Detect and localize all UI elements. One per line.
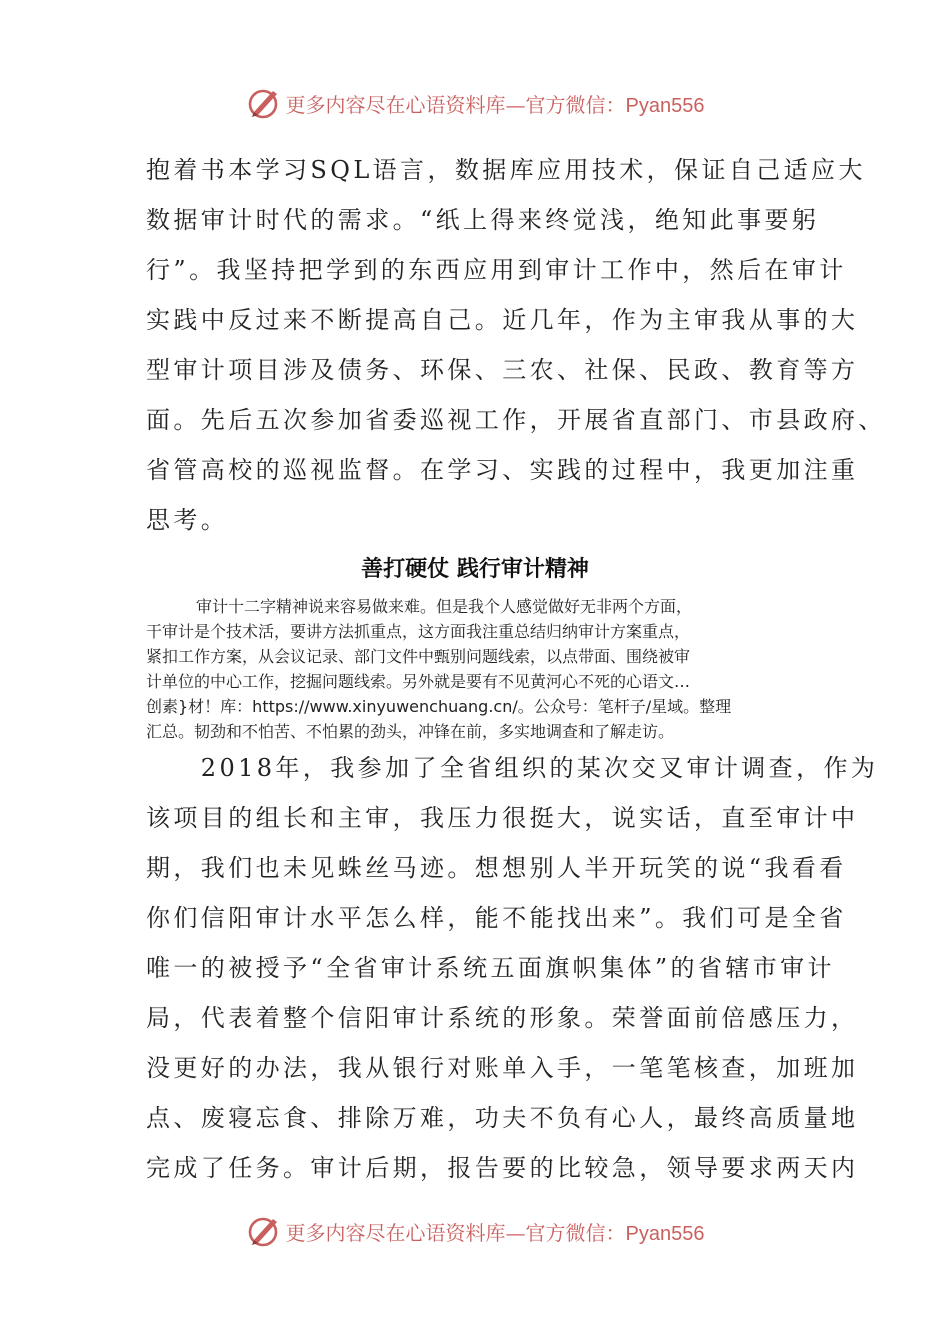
banner-text — [286, 1217, 705, 1246]
wechat-id: Pyan556 — [625, 94, 705, 117]
paragraph-1 — [146, 145, 886, 545]
wechat-id: Pyan556 — [625, 1222, 705, 1245]
header-banner — [0, 78, 950, 128]
text-line: 面。先后五次参加省委巡视工作，开展省直部门、市县政府、 — [146, 406, 886, 434]
footer-banner — [0, 1206, 950, 1256]
text-line: 型审计项目涉及债务、环保、三农、社保、民政、教育等方 — [146, 356, 859, 384]
small-text-line: 干审计是个技术活，要讲方法抓重点，这方面我注重总结归纳审计方案重点， — [146, 622, 691, 641]
text-line: 期，我们也未见蛛丝马迹。想想别人半开玩笑的说“我看看 — [146, 854, 847, 882]
paragraph-2 — [146, 743, 879, 1193]
small-text-line: 汇总。韧劲和不怕苦、不怕累的劲头，冲锋在前，多实地调查和了解走访。 — [146, 722, 675, 741]
small-text-line: 计单位的中心工作，挖掘问题线索。另外就是要有不见黄河心不死的心语文… — [146, 672, 691, 691]
text-line: 你们信阳审计水平怎么样，能不能找出来”。我们可是全省 — [146, 904, 847, 932]
small-text-line: 审计十二字精神说来容易做来难。但是我个人感觉做好无非两个方面， — [196, 597, 693, 616]
small-paragraph — [146, 594, 806, 744]
text-line: 唯一的被授予“全省审计系统五面旗帜集体”的省辖市审计 — [146, 954, 835, 982]
text-line: 抱着书本学习SQL语言，数据库应用技术，保证自己适应大 — [146, 156, 866, 184]
text-line: 数据审计时代的需求。“纸上得来终觉浅，绝知此事要躬 — [146, 206, 820, 234]
pen-logo-icon — [246, 1213, 282, 1249]
text-line: 该项目的组长和主审，我压力很挺大，说实话，直至审计中 — [146, 804, 859, 832]
text-line: 完成了任务。审计后期，报告要的比较急，领导要求两天内 — [146, 1154, 859, 1182]
text-line: 局，代表着整个信阳审计系统的形象。荣誉面前倍感压力， — [146, 1004, 859, 1032]
banner-title: 更多内容尽在心语资料库—官方微信： — [285, 1220, 626, 1245]
text-line: 思考。 — [146, 506, 229, 534]
text-line: 2018年，我参加了全省组织的某次交叉审计调查，作为 — [146, 754, 879, 782]
text-line: 没更好的办法，我从银行对账单入手，一笔笔核查，加班加 — [146, 1054, 859, 1082]
banner-text — [286, 89, 705, 118]
small-text-line: 创素}材！库：https://www.xinyuwenchuang.cn/。公众号：笔杆子/星域。整理 — [146, 697, 732, 716]
pen-logo-icon — [246, 85, 282, 121]
text-line: 点、废寝忘食、排除万难，功夫不负有心人，最终高质量地 — [146, 1104, 859, 1132]
section-heading: 善打硬仗 践行审计精神 — [361, 557, 589, 582]
small-text-line: 紧扣工作方案，从会议记录、部门文件中甄别问题线索，以点带面、围绕被审 — [146, 647, 691, 666]
banner-title: 更多内容尽在心语资料库—官方微信： — [285, 92, 626, 117]
text-line: 省管高校的巡视监督。在学习、实践的过程中，我更加注重 — [146, 456, 859, 484]
text-line: 行”。我坚持把学到的东西应用到审计工作中，然后在审计 — [146, 256, 847, 284]
text-line: 实践中反过来不断提高自己。近几年，作为主审我从事的大 — [146, 306, 859, 334]
